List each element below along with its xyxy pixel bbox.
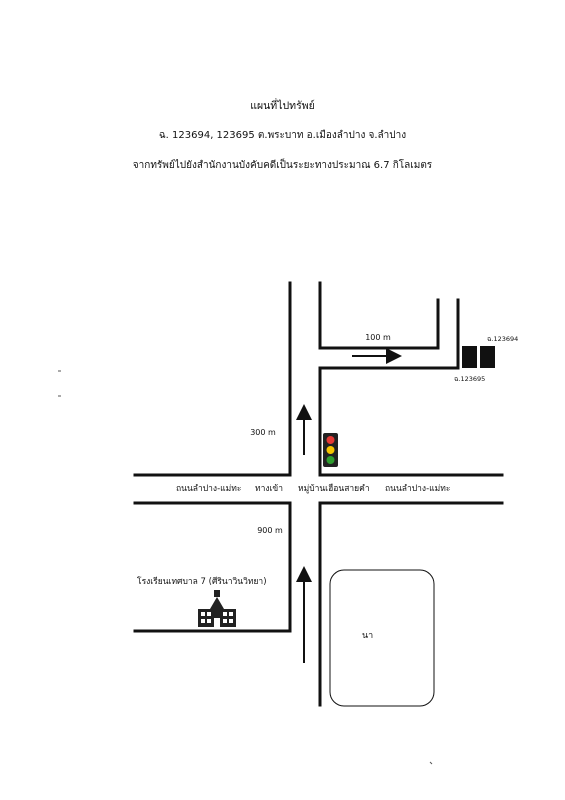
deed-label-123695: ฉ.123695	[454, 375, 486, 383]
property-block-123694	[480, 346, 495, 368]
distance-100-label: 100 m	[365, 333, 391, 342]
field-label: นา	[362, 631, 374, 641]
village-label: หมู่บ้านเฮือนสายคำ	[298, 484, 370, 494]
rice-field-plot	[330, 570, 434, 706]
traffic-light-icon	[323, 433, 338, 467]
traffic-light-green	[327, 456, 335, 464]
distance-note: จากทรัพย์ไปยังสำนักงานบังคับคดีเป็นระยะทางประมาณ 6.7 กิโลเมตร	[132, 160, 433, 171]
traffic-light-yellow	[327, 446, 335, 454]
traffic-light-red	[327, 436, 335, 444]
map-title: แผนที่ไปทรัพย์	[250, 100, 315, 112]
property-block-123695	[462, 346, 477, 368]
deed-location-line: ฉ. 123694, 123695 ต.พระบาท อ.เมืองลำปาง จ.ลำปาง	[158, 130, 407, 141]
road-lines	[135, 283, 502, 705]
road-label-left: ถนนลำปาง-แม่ทะ	[176, 484, 242, 494]
deed-label-123694: ฉ.123694	[487, 335, 519, 343]
road-label-right: ถนนลำปาง-แม่ทะ	[385, 484, 451, 494]
entrance-label: ทางเข้า	[255, 484, 284, 494]
school-building-icon	[198, 590, 236, 627]
distance-900-label: 900 m	[257, 526, 283, 535]
school-label: โรงเรียนเทศบาล 7 (ศีรินาวินวิทยา)	[137, 577, 267, 587]
scan-mark	[430, 762, 432, 764]
distance-300-label: 300 m	[250, 428, 276, 437]
